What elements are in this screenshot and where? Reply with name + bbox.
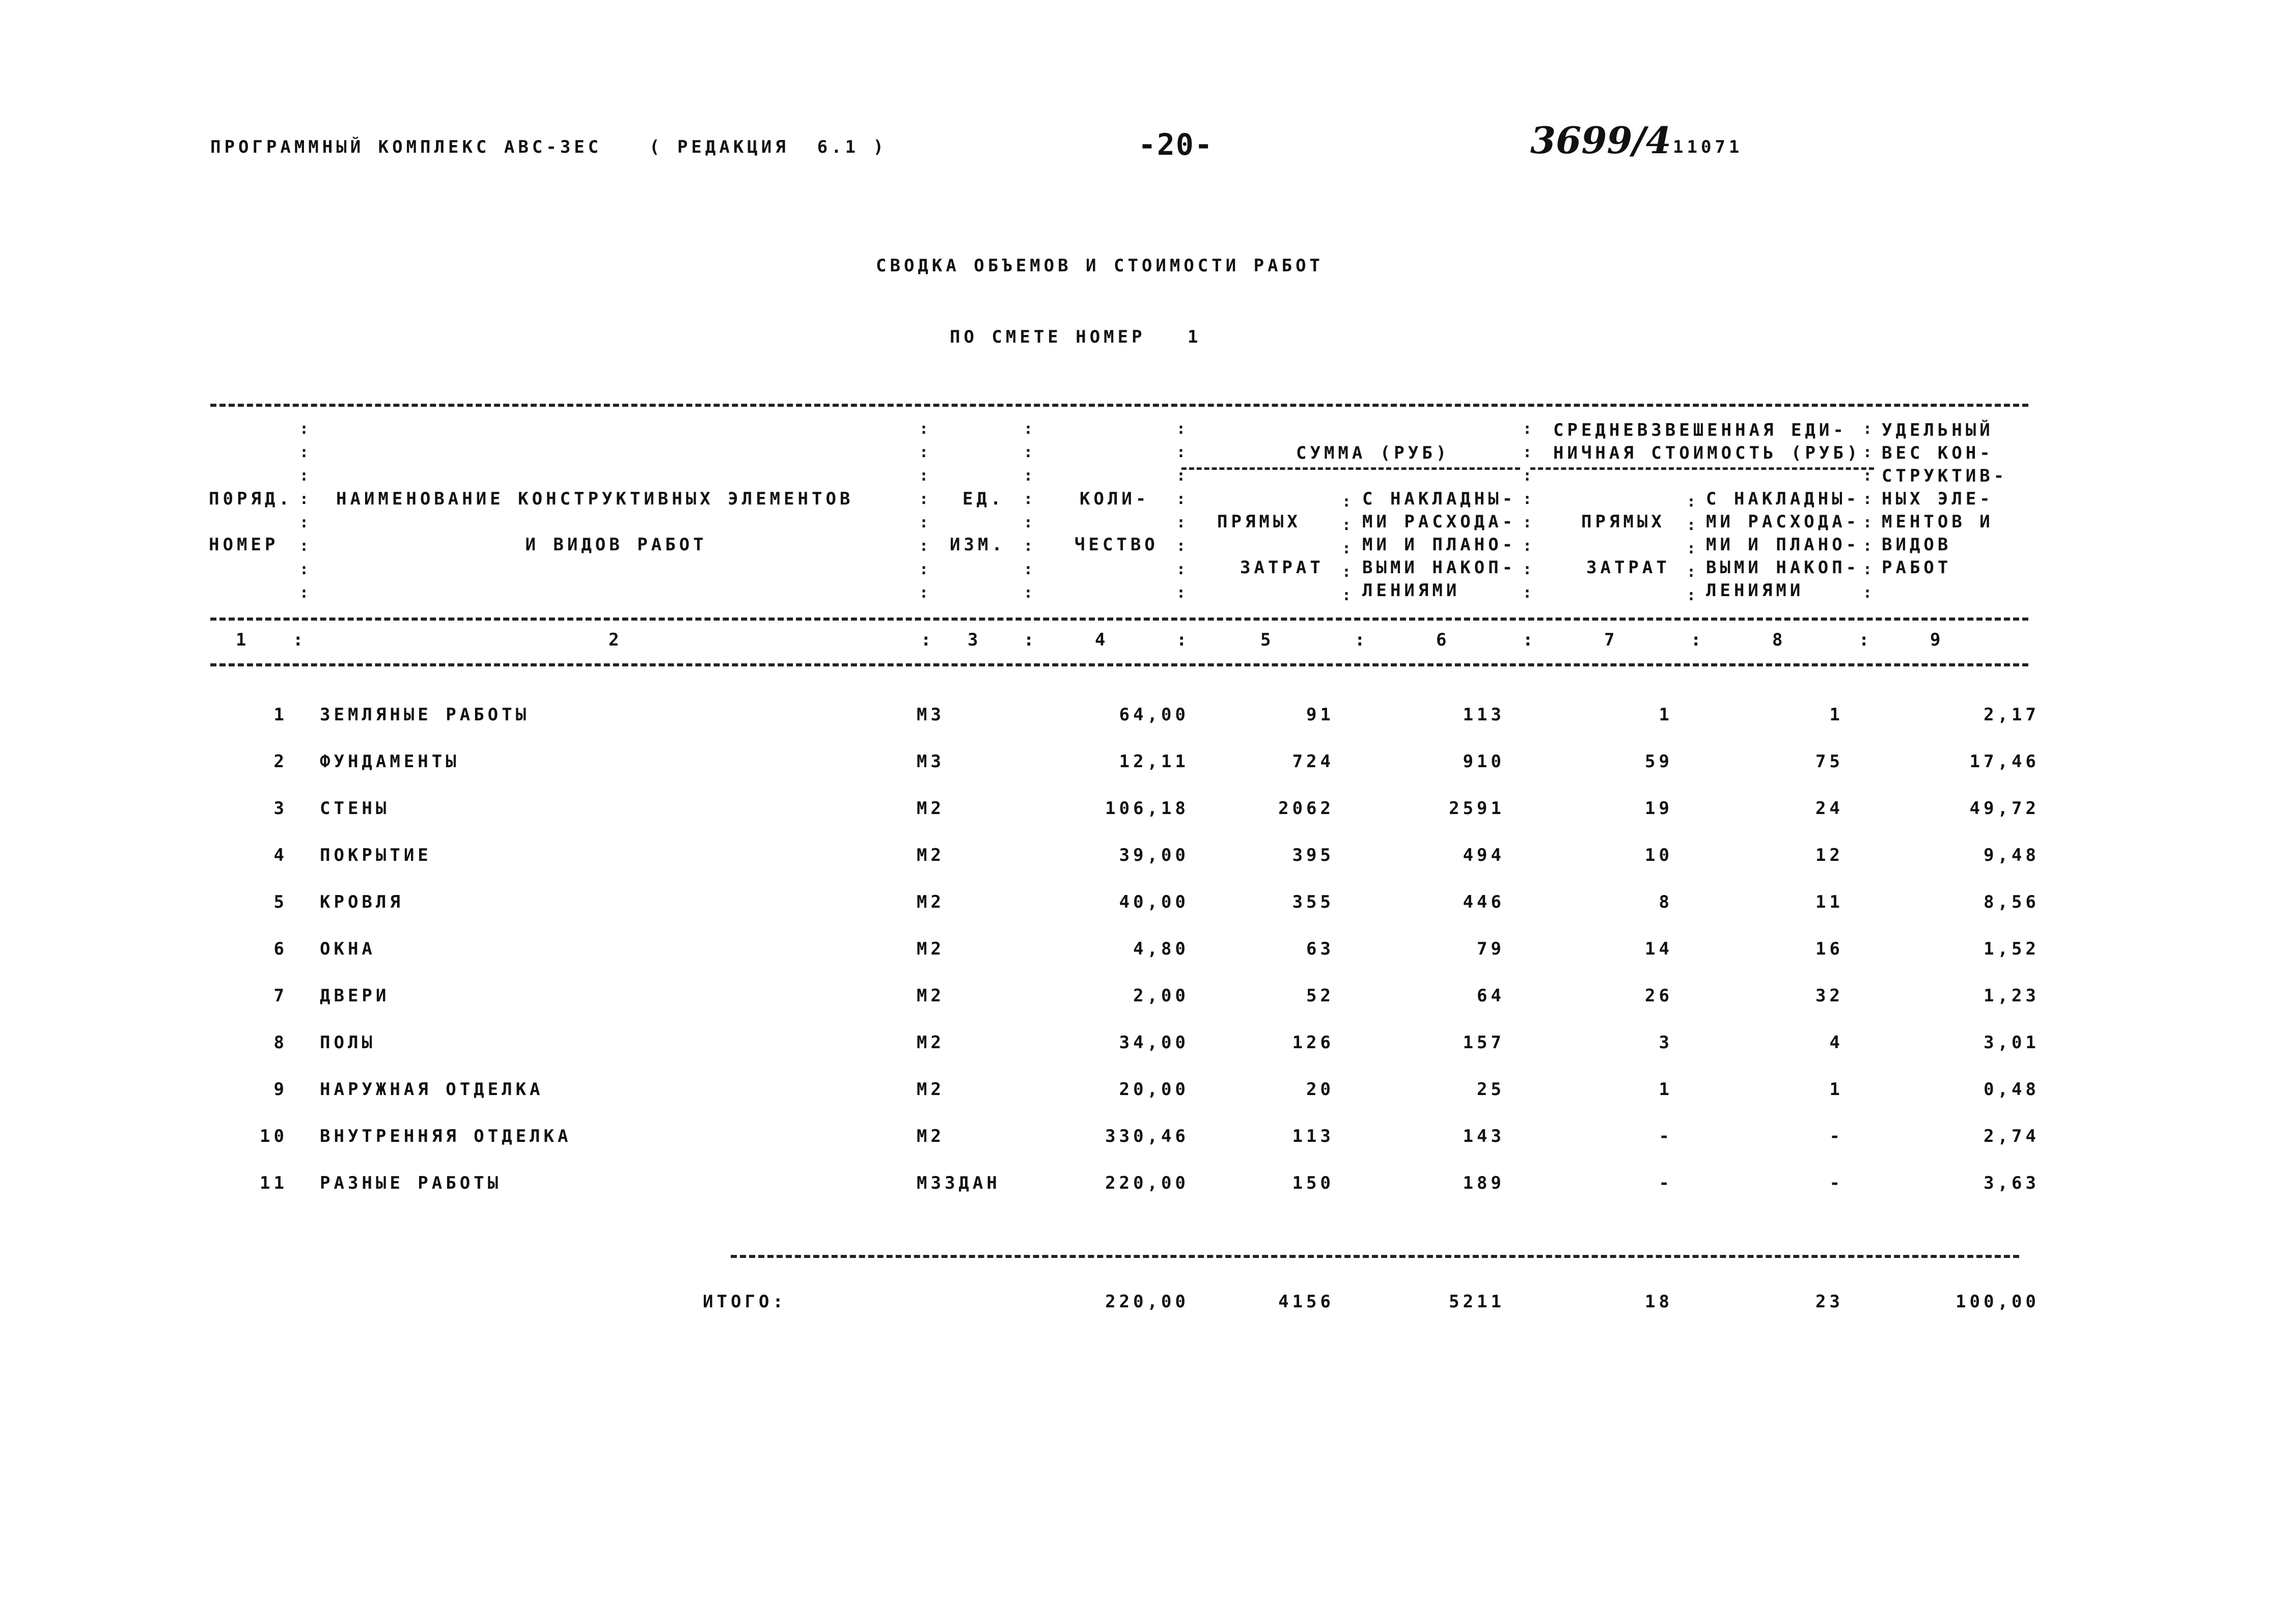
row-sum-overhead: 25 [1477,1079,1505,1100]
program-edition: ( РЕДАКЦИЯ 6.1 ) [649,137,887,157]
separator-6: : : : : : : : : [1523,420,1532,602]
row-unit: М2 [917,986,945,1006]
row-number: 1 [273,705,288,725]
row-number: 8 [273,1032,288,1053]
row-unit: М2 [917,1079,945,1100]
colnum-5: 5 [1260,630,1275,650]
row-sum-direct: 63 [1306,939,1334,959]
header-avg-direct-line1: ПРЯМЫХ [1581,512,1665,532]
row-quantity: 330,46 [1105,1126,1189,1146]
row-unit: М2 [917,798,945,819]
row-weight: 17,46 [1969,751,2040,772]
row-avg-overhead: - [1829,1126,1843,1146]
row-weight: 49,72 [1969,798,2040,819]
header-qty-line1: КОЛИ- [1080,489,1150,509]
row-sum-direct: 91 [1306,705,1334,725]
document-title: СВОДКА ОБЪЕМОВ И СТОИМОСТИ РАБОТ [876,256,1324,276]
header-avg-overhead-line2: МИ РАСХОДА- [1706,512,1860,532]
row-quantity: 40,00 [1119,892,1189,912]
row-sum-overhead: 157 [1463,1032,1505,1053]
row-avg-direct: - [1659,1173,1673,1193]
colnum-3: 3 [968,630,982,650]
header-weight-line4: НЫХ ЭЛЕ- [1882,489,1994,509]
row-number: 2 [273,751,288,772]
header-sum-overhead-line3: МИ И ПЛАНО- [1362,535,1517,555]
row-number: 6 [273,939,288,959]
header-avg-overhead-line3: МИ И ПЛАНО- [1706,535,1860,555]
separator-2: : : : : : : : : [919,420,929,602]
header-avg-overhead-line5: ЛЕНИЯМИ [1706,580,1804,601]
total-rule [731,1255,2019,1258]
colnum-sep: : [921,630,935,650]
header-sum-group: СУММА (РУБ) [1296,443,1450,463]
colnum-8: 8 [1772,630,1786,650]
row-avg-direct: 59 [1645,751,1673,772]
header-weight-line5: МЕНТОВ И [1882,512,1994,532]
row-name: ЗЕМЛЯНЫЕ РАБОТЫ [320,705,530,725]
row-quantity: 34,00 [1119,1032,1189,1053]
document-code: 11071 [1673,137,1743,157]
row-unit: М2 [917,1126,945,1146]
header-sum-direct-line2: ЗАТРАТ [1240,557,1324,578]
row-weight: 1,23 [1984,986,2040,1006]
colnum-sep: : [1355,630,1369,650]
header-avg-overhead-line1: С НАКЛАДНЫ- [1706,489,1860,509]
row-weight: 1,52 [1984,939,2040,959]
row-weight: 2,17 [1984,705,2040,725]
colnum-9: 9 [1930,630,1944,650]
row-avg-overhead: 32 [1815,986,1843,1006]
total-avg-direct: 18 [1645,1292,1673,1312]
row-unit: М3ЗДАН [917,1173,1001,1193]
row-sum-overhead: 189 [1463,1173,1505,1193]
row-avg-overhead: 1 [1829,1079,1843,1100]
separator-4: : : : : : : : : [1176,420,1186,602]
header-qty-line2: ЧЕСТВО [1075,535,1159,555]
row-number: 7 [273,986,288,1006]
header-unit-line2: ИЗМ. [950,535,1006,555]
row-weight: 3,63 [1984,1173,2040,1193]
row-number: 5 [273,892,288,912]
header-weight-line7: РАБОТ [1882,557,1952,578]
header-weight-line1: УДЕЛЬНЫЙ [1882,420,1994,440]
header-sum-direct-line1: ПРЯМЫХ [1217,512,1301,532]
row-avg-overhead: 75 [1815,751,1843,772]
row-quantity: 39,00 [1119,845,1189,865]
row-number: 9 [273,1079,288,1100]
header-sum-overhead-line4: ВЫМИ НАКОП- [1362,557,1517,578]
row-avg-direct: 14 [1645,939,1673,959]
table-top-rule [210,404,2028,407]
header-sum-overhead-line2: МИ РАСХОДА- [1362,512,1517,532]
row-quantity: 12,11 [1119,751,1189,772]
header-weight-line3: СТРУКТИВ- [1882,466,2008,486]
row-avg-overhead: 4 [1829,1032,1843,1053]
colnum-2: 2 [609,630,623,650]
row-weight: 9,48 [1984,845,2040,865]
colnum-sep: : [1859,630,1873,650]
row-unit: М2 [917,892,945,912]
row-unit: М3 [917,705,945,725]
row-sum-direct: 126 [1292,1032,1334,1053]
row-sum-overhead: 79 [1477,939,1505,959]
row-avg-overhead: 11 [1815,892,1843,912]
row-number: 11 [260,1173,288,1193]
row-sum-overhead: 910 [1463,751,1505,772]
row-sum-overhead: 446 [1463,892,1505,912]
row-sum-direct: 395 [1292,845,1334,865]
separator-5: : : : : : [1342,493,1352,604]
row-avg-overhead: 16 [1815,939,1843,959]
row-quantity: 220,00 [1105,1173,1189,1193]
separator-7: : : : : : [1687,493,1696,604]
header-avg-group-line2: НИЧНАЯ СТОИМОСТЬ (РУБ) [1553,443,1861,463]
row-avg-direct: 19 [1645,798,1673,819]
header-avg-direct-line2: ЗАТРАТ [1586,557,1670,578]
header-bottom-rule [210,618,2028,621]
row-unit: М2 [917,1032,945,1053]
row-sum-direct: 355 [1292,892,1334,912]
header-order-line2: НОМЕР [209,535,279,555]
colnum-sep: : [1523,630,1537,650]
row-name: ОКНА [320,939,376,959]
separator-1: : : : : : : : : [299,420,309,602]
row-number: 10 [260,1126,288,1146]
row-sum-overhead: 143 [1463,1126,1505,1146]
header-name-line2: И ВИДОВ РАБОТ [525,535,707,555]
header-weight-line2: ВЕС КОН- [1882,443,1994,463]
row-name: ДВЕРИ [320,986,390,1006]
total-avg-overhead: 23 [1815,1292,1843,1312]
row-avg-overhead: 12 [1815,845,1843,865]
row-number: 4 [273,845,288,865]
row-quantity: 106,18 [1105,798,1189,819]
row-sum-direct: 113 [1292,1126,1334,1146]
header-sum-overhead-line5: ЛЕНИЯМИ [1362,580,1461,601]
total-quantity: 220,00 [1105,1292,1189,1312]
colnum-7: 7 [1604,630,1618,650]
row-avg-direct: 8 [1659,892,1673,912]
row-name: ФУНДАМЕНТЫ [320,751,460,772]
row-quantity: 64,00 [1119,705,1189,725]
header-weight-line6: ВИДОВ [1882,535,1952,555]
program-name: ПРОГРАММНЫЙ КОМПЛЕКС АВС-3ЕС [210,137,602,157]
header-name-line1: НАИМЕНОВАНИЕ КОНСТРУКТИВНЫХ ЭЛЕМЕНТОВ [336,489,854,509]
header-avg-group-line1: СРЕДНЕВЗВЕШЕННАЯ ЕДИ- [1553,420,1847,440]
total-sum-overhead: 5211 [1449,1292,1505,1312]
colnum-4: 4 [1095,630,1109,650]
row-weight: 8,56 [1984,892,2040,912]
total-sum-direct: 4156 [1278,1292,1334,1312]
row-unit: М3 [917,751,945,772]
row-name: ПОЛЫ [320,1032,376,1053]
colnum-sep: : [293,630,307,650]
column-numbers-rule [210,663,2028,666]
row-sum-overhead: 494 [1463,845,1505,865]
row-avg-direct: - [1659,1126,1673,1146]
row-sum-direct: 150 [1292,1173,1334,1193]
total-label: ИТОГО: [703,1292,787,1312]
row-sum-direct: 52 [1306,986,1334,1006]
row-name: ВНУТРЕННЯЯ ОТДЕЛКА [320,1126,572,1146]
header-sum-overhead-line1: С НАКЛАДНЫ- [1362,489,1517,509]
row-name: РАЗНЫЕ РАБОТЫ [320,1173,502,1193]
row-avg-direct: 1 [1659,705,1673,725]
separator-8: : : : : : : : : [1863,420,1872,602]
row-sum-overhead: 64 [1477,986,1505,1006]
page-number: -20- [1138,127,1214,162]
row-avg-overhead: - [1829,1173,1843,1193]
row-quantity: 20,00 [1119,1079,1189,1100]
handwritten-code: 3699/4 [1530,119,1671,162]
row-name: СТЕНЫ [320,798,390,819]
row-number: 3 [273,798,288,819]
colnum-sep: : [1691,630,1705,650]
row-name: КРОВЛЯ [320,892,404,912]
row-sum-direct: 20 [1306,1079,1334,1100]
sum-group-rule [1181,467,1520,470]
header-unit-line1: ЕД. [962,489,1005,509]
colnum-1: 1 [236,630,250,650]
colnum-sep: : [1176,630,1191,650]
row-quantity: 4,80 [1133,939,1189,959]
document-subtitle: ПО СМЕТЕ НОМЕР 1 [950,327,1202,347]
row-avg-direct: 1 [1659,1079,1673,1100]
colnum-sep: : [1024,630,1038,650]
row-avg-overhead: 24 [1815,798,1843,819]
row-quantity: 2,00 [1133,986,1189,1006]
row-weight: 3,01 [1984,1032,2040,1053]
row-name: НАРУЖНАЯ ОТДЕЛКА [320,1079,544,1100]
avg-group-rule [1530,467,1874,470]
header-order-line1: П0РЯД. [209,489,293,509]
row-weight: 0,48 [1984,1079,2040,1100]
row-avg-direct: 26 [1645,986,1673,1006]
colnum-6: 6 [1436,630,1450,650]
row-avg-overhead: 1 [1829,705,1843,725]
row-avg-direct: 3 [1659,1032,1673,1053]
row-sum-overhead: 2591 [1449,798,1505,819]
row-unit: М2 [917,939,945,959]
header-avg-overhead-line4: ВЫМИ НАКОП- [1706,557,1860,578]
row-unit: М2 [917,845,945,865]
row-sum-direct: 724 [1292,751,1334,772]
row-weight: 2,74 [1984,1126,2040,1146]
row-sum-overhead: 113 [1463,705,1505,725]
row-avg-direct: 10 [1645,845,1673,865]
row-name: ПОКРЫТИЕ [320,845,432,865]
total-weight: 100,00 [1956,1292,2040,1312]
row-sum-direct: 2062 [1278,798,1334,819]
separator-3: : : : : : : : : [1024,420,1033,602]
